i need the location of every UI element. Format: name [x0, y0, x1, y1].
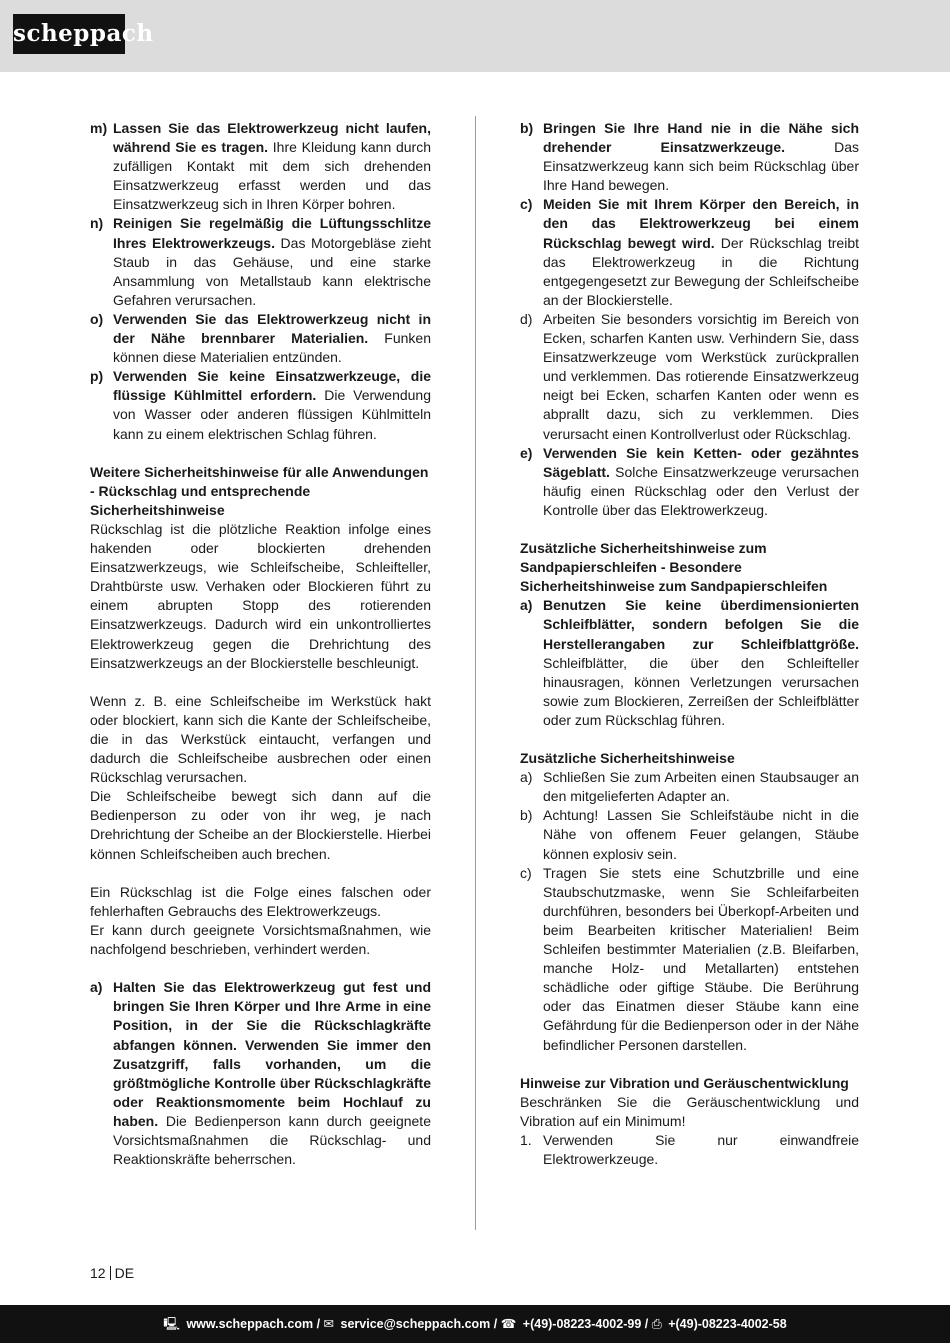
paragraph: Wenn z. B. eine Schleifscheibe im Werkstück hakt oder blockiert, kann sich die Kante der Schleifscheibe, die in das Werkstück eintaucht, verfangen und dadurch die Schleifscheibe ausbrechen oder einen Rückschlag verursachen. [90, 692, 431, 786]
list-item-o: o) Verwenden Sie das Elektrowerkzeug nicht in der Nähe brennbarer Materialien. Funken können diese Materialien entzünden. [90, 310, 431, 366]
page-separator [110, 1266, 111, 1280]
footer-phone: +(49)-08223-4002-99 / [522, 1317, 649, 1331]
paragraph: Beschränken Sie die Geräuschentwicklung und Vibration auf ein Minimum! [520, 1093, 859, 1129]
footer-fax: +(49)-08223-4002-58 [668, 1317, 787, 1331]
paragraph: Die Schleifscheibe bewegt sich dann auf die Bedienperson zu oder von ihr weg, je nach Drehrichtung der Scheibe an der Blockierstelle. Hierbei können Schleifscheiben auch brechen. [90, 788, 431, 862]
scheppach-logo: scheppach [13, 14, 125, 54]
list-item-c: c) Meiden Sie mit Ihrem Körper den Bereich, in den das Elektrowerkzeug bei einem Rückschlag bewegt wird. Der Rückschlag treibt das Elektrowerkzeug in die Richtung entgegengesetzt zur Bewegung der Schleifscheibe an der Blockierstelle. [520, 196, 859, 308]
list-item-n: n) Reinigen Sie regelmäßig die Lüftungsschlitze Ihres Elektrowerkzeugs. Das Motorgebläse zieht Staub in das Gehäuse, und eine starke Ansammlung von Metallstaub kann elektrische Gefahren verursachen. [90, 215, 431, 308]
list-item-zusatz-b: b) Achtung! Lassen Sie Schleifstäube nicht in die Nähe von offenem Feuer gelangen, Stäube können explosiv sein. [520, 807, 859, 862]
left-column [90, 119, 431, 1169]
column-divider [475, 116, 476, 1230]
paragraph: Ein Rückschlag ist die Folge eines falschen oder fehlerhaften Gebrauchs des Elektrowerkzeugs. [90, 883, 431, 919]
header-bar [0, 0, 950, 72]
list-item-p: p) Verwenden Sie keine Einsatzwerkzeuge, die flüssige Kühlmittel erfordern. Die Verwendung von Wasser oder anderen flüssigen Kühlmitteln kann zu einem elektrischen Schlag führen. [90, 368, 431, 442]
list-item-e: e) Verwenden Sie kein Ketten- oder gezähntes Sägeblatt. Solche Einsatzwerkzeuge verursachen häufig einen Rückschlag oder den Verlust der Kontrolle über das Elektrowerkzeug. [520, 444, 859, 518]
list-item-sandpapier-a: a) Benutzen Sie keine überdimensionierten Schleifblätter, sondern befolgen Sie die Herstellerangaben zur Schleifblattgröße. Schleifblätter, die über den Schleifteller hinausragen, können Verletzungen verursachen sowie zum Blockieren, Zerreißen der Schleifblätter oder zum Rückschlag führen. [520, 597, 859, 728]
list-item-zusatz-c: c) Tragen Sie stets eine Schutzbrille und eine Staubschutzmaske, wenn Sie Schleifarbeiten durchführen, besonders bei Überkopf-Arbeiten und beim Bearbeiten kritischer Materialien! Beim Schleifen bestimmter Materialien (z.B. Bleifarben, manche Holz- und Metallarten) entstehen schädliche oder giftige Stäube. Die Berührung oder das Einatmen dieser Stäube kann eine Gefährdung für die Bedienperson oder in der Nähe befindlicher Personen darstellen. [520, 864, 859, 1053]
section-heading-rueckschlag: Weitere Sicherheitshinweise für alle Anwendungen - Rückschlag und entsprechende Sicherheitshinweise [90, 463, 429, 518]
fax-icon: ⎙ [651, 1317, 662, 1331]
right-column [520, 119, 859, 1169]
list-item-a: a) Halten Sie das Elektrowerkzeug gut fest und bringen Sie Ihren Körper und Ihre Arme in eine Position, in der Sie die Rückschlagkräfte abfangen können. Verwenden Sie immer den Zusatzgriff, falls vorhanden, um die größtmögliche Kontrolle über Rückschlagkräfte oder Reaktionsmomente beim Hochlauf zu haben. Die Bedienperson kann durch geeignete Vorsichtsmaßnahmen die Rückschlag- und Reaktionskräfte beherrschen. [90, 979, 431, 1168]
section-heading-sandpapier: Zusätzliche Sicherheitshinweise zum Sandpapierschleifen - Besondere Sicherheitshinweise zum Sandpapierschleifen [520, 540, 828, 595]
section-heading-zusaetzlich: Zusätzliche Sicherheitshinweise [520, 750, 735, 767]
list-item-d: d) Arbeiten Sie besonders vorsichtig im Bereich von Ecken, scharfen Kanten usw. Verhindern Sie, dass Einsatzwerkzeuge vom Werkstück zurückprallen und verklemmen. Das rotierende Einsatzwerkzeug neigt bei Ecken, scharfen Kanten oder wenn es abprallt dazu, sich zu verklemmen. Dies verursacht einen Kontrollverlust oder Rückschlag. [520, 310, 859, 442]
paragraph: Rückschlag ist die plötzliche Reaktion infolge eines hakenden oder blockierten drehenden Einsatzwerkzeugs, wie Schleifscheibe, Schleifteller, Drahtbürste usw. Verhaken oder Blockieren führt zu einem abrupten Stopp des rotierenden Einsatzwerkzeugs. Dadurch wird ein unkontrolliertes Elektrowerkzeug gegen die Drehrichtung des Einsatzwerkzeugs an der Blockierstelle beschleunigt. [90, 520, 431, 671]
footer-bar [0, 1305, 950, 1343]
mail-icon: ✉ [323, 1317, 335, 1331]
computer-icon: 🖳 [163, 1317, 180, 1331]
footer-website: www.scheppach.com / [186, 1317, 321, 1331]
paragraph: Er kann durch geeignete Vorsichtsmaßnahmen, wie nachfolgend beschrieben, verhindert werden. [90, 921, 431, 958]
phone-icon: ☎ [500, 1317, 517, 1331]
list-item-zusatz-a: a) Schließen Sie zum Arbeiten einen Staubsauger an den mitgelieferten Adapter an. [520, 769, 859, 805]
footer-email: service@scheppach.com / [340, 1317, 498, 1331]
section-heading-vibration: Hinweise zur Vibration und Geräuschentwicklung [520, 1074, 849, 1091]
page-number: 12 DE [90, 1265, 135, 1281]
list-item-m: m) Lassen Sie das Elektrowerkzeug nicht laufen, während Sie es tragen. Ihre Kleidung kann durch zufälligen Kontakt mit dem sich drehenden Einsatzwerkzeug erfasst werden und das Einsatzwerkzeug sich in Ihren Körper bohren. [90, 120, 431, 213]
list-item-1: 1. Verwenden Sie nur einwandfreie Elektrowerkzeuge. [520, 1131, 859, 1168]
list-item-b: b) Bringen Sie Ihre Hand nie in die Nähe sich drehender Einsatzwerkzeuge. Das Einsatzwerkzeug kann sich beim Rückschlag über Ihre Hand bewegen. [520, 120, 859, 194]
